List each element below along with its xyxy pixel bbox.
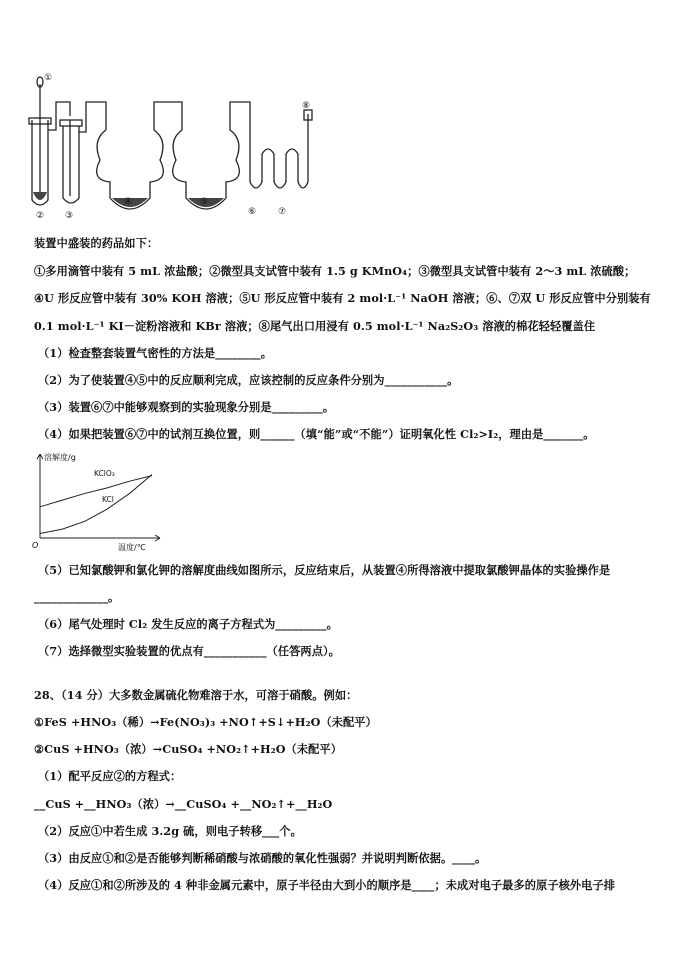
reagent-line-3: 0.1 mol·L⁻¹ KI－淀粉溶液和 KBr 溶液；⑧尾气出口用浸有 0.5 mol·L⁻¹ Na₂S₂O₃ 溶液的棉花轻轻覆盖住: [34, 319, 596, 333]
label-5: ⑤: [200, 197, 209, 207]
question-3: （3）装置⑥⑦中能够观察到的实验现象分别是_________。: [38, 400, 335, 414]
question-6: （6）尾气处理时 Cl₂ 发生反应的离子方程式为_________。: [38, 617, 338, 631]
series-line-1: [40, 476, 152, 507]
question-4: （4）如果把装置⑥⑦中的试剂互换位置，则______（填“能”或“不能”）证明氧化性 Cl₂>I₂，理由是_______。: [38, 427, 595, 441]
label-1: ①: [44, 73, 53, 83]
chart-origin: O: [32, 541, 39, 550]
reagent-line-2: ④U 形反应管中装有 30% KOH 溶液；⑤U 形反应管中装有 2 mol·L⁻¹ NaOH 溶液；⑥、⑦双 U 形反应管中分别装有: [34, 291, 651, 305]
question-5-blank: _____________。: [34, 590, 120, 604]
balance-equation: __CuS +__HNO₃（浓）→__CuSO₄ +__NO₂↑+__H₂O: [34, 797, 333, 811]
label-2: ②: [36, 211, 45, 221]
series-label-kcl: KCl: [102, 495, 114, 504]
question-7: （7）选择微型实验装置的优点有___________（任答两点）。: [38, 644, 340, 658]
intro-line: 装置中盛装的药品如下：: [34, 236, 159, 250]
label-3: ③: [65, 211, 74, 221]
reaction-1: ①FeS +HNO₃（稀）→Fe(NO₃)₃ +NO↑+S↓+H₂O（未配平）: [34, 715, 377, 729]
label-7: ⑦: [278, 207, 287, 217]
question-1: （1）检查整套装置气密性的方法是________。: [38, 346, 273, 360]
reaction-2: ②CuS +HNO₃（浓）→CuSO₄ +NO₂↑+H₂O（未配平）: [34, 742, 342, 756]
series-line-0: [40, 474, 152, 533]
question-5: （5）已知氯酸钾和氯化钾的溶解度曲线如图所示，反应结束后，从装置④所得溶液中提取氯酸钾晶体的实验操作是: [38, 563, 611, 577]
chart-ylabel: 溶解度/g: [44, 453, 76, 462]
reagent-line-1: ①多用滴管中装有 5 mL 浓盐酸；②微型具支试管中装有 1.5 g KMnO₄；③微型具支试管中装有 2～3 mL 浓硫酸；: [34, 264, 636, 278]
question-2: （2）为了使装置④⑤中的反应顺利完成，应该控制的反应条件分别为___________。: [38, 373, 459, 387]
sub-question-1: （1）配平反应②的方程式：: [38, 769, 182, 783]
problem-28-title: 28、（14 分）大多数金属硫化物难溶于水，可溶于硝酸。例如：: [34, 688, 358, 702]
sub-question-3: （3）由反应①和②是否能够判断稀硝酸与浓硝酸的氧化性强弱？并说明判断依据。____。: [38, 851, 487, 865]
apparatus-diagram: [20, 70, 320, 225]
series-label-kclo3: KClO₃: [94, 469, 115, 478]
label-6: ⑥: [248, 207, 257, 217]
sub-question-4: （4）反应①和②所涉及的 4 种非金属元素中，原子半径由大到小的顺序是____；未成对电子最多的原子核外电子排: [38, 878, 616, 892]
chart-xlabel: 温度/℃: [118, 543, 146, 552]
label-4: ④: [124, 197, 133, 207]
solubility-chart: [30, 450, 170, 554]
sub-question-2: （2）反应①中若生成 3.2g 硫，则电子转移___个。: [38, 824, 302, 838]
label-8: ⑧: [302, 101, 311, 111]
